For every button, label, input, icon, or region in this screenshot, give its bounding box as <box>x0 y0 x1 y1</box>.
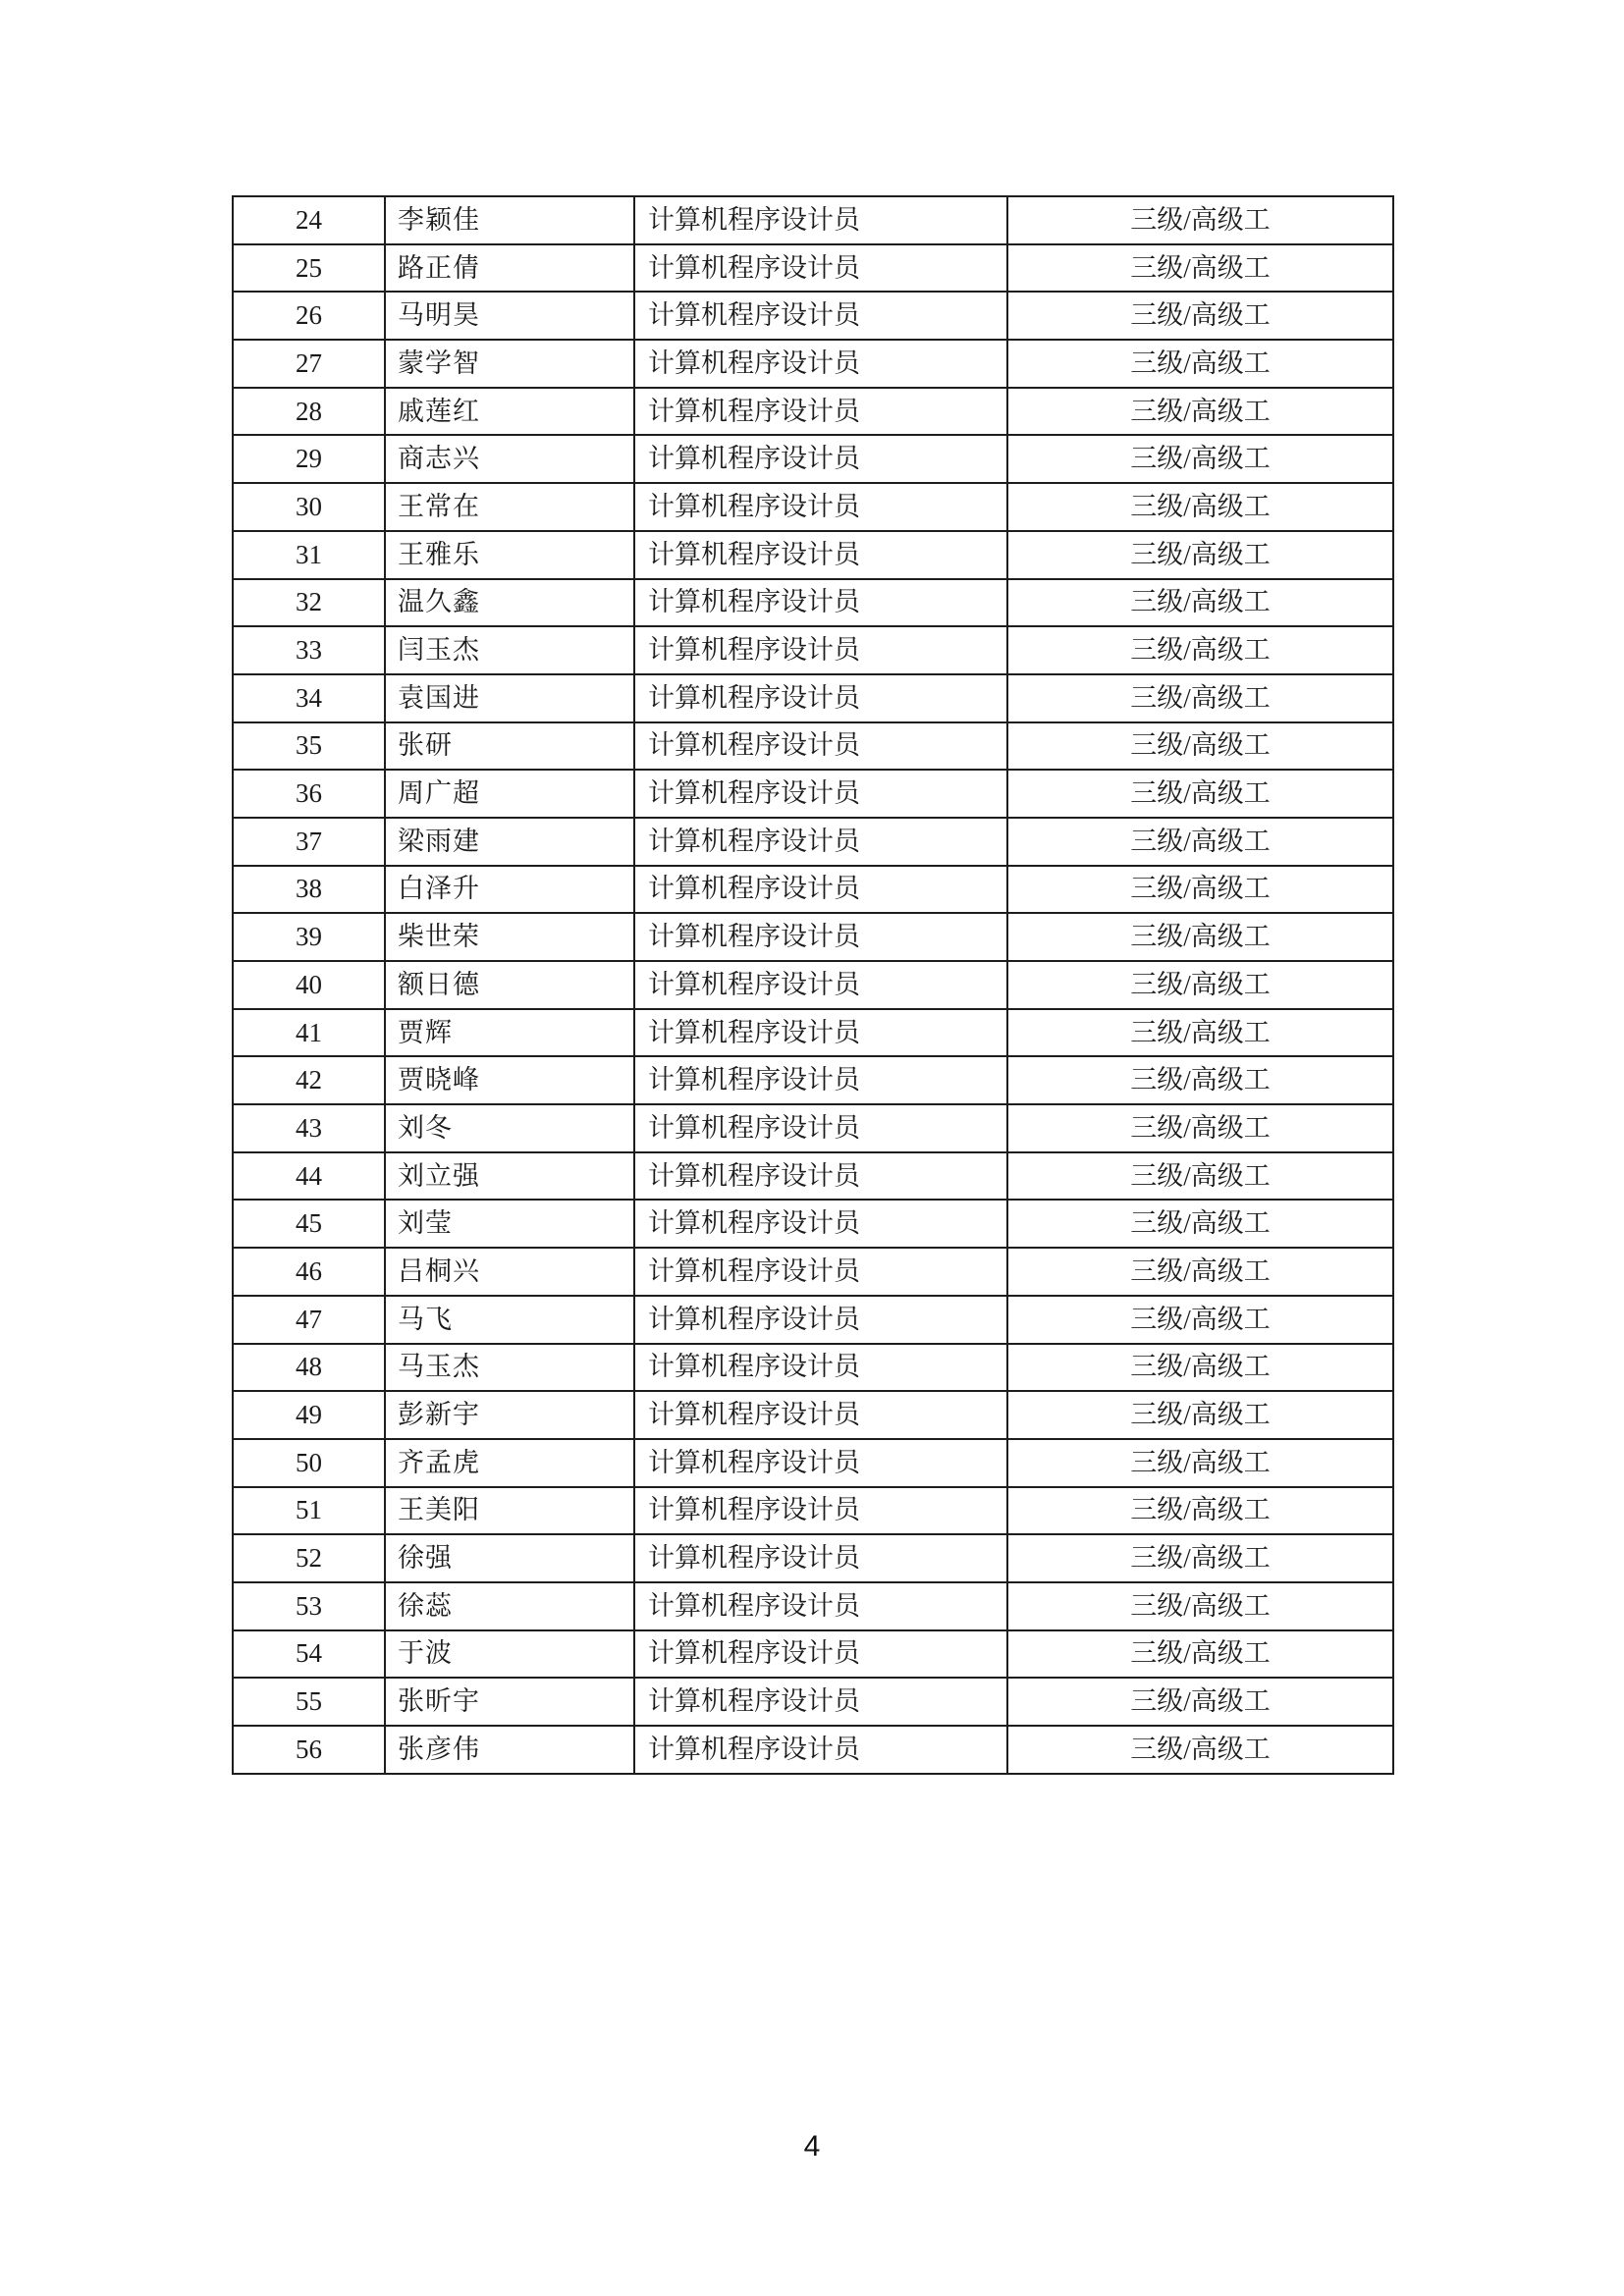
name-cell: 王常在 <box>385 483 634 531</box>
row-number-cell: 26 <box>233 292 385 340</box>
job-title-cell: 计算机程序设计员 <box>634 1248 1007 1296</box>
job-title-cell: 计算机程序设计员 <box>634 1104 1007 1152</box>
name-cell: 张彦伟 <box>385 1726 634 1774</box>
skill-level-cell: 三级/高级工 <box>1007 1200 1393 1248</box>
row-number-cell: 28 <box>233 388 385 436</box>
skill-level-cell: 三级/高级工 <box>1007 913 1393 961</box>
name-cell: 温久鑫 <box>385 579 634 627</box>
table-row <box>233 961 1393 1009</box>
row-number-cell: 24 <box>233 196 385 244</box>
row-number-cell: 46 <box>233 1248 385 1296</box>
name-cell: 蒙学智 <box>385 340 634 388</box>
skill-level-cell: 三级/高级工 <box>1007 1104 1393 1152</box>
row-number-cell: 36 <box>233 770 385 818</box>
row-number-cell: 49 <box>233 1391 385 1439</box>
job-title-cell: 计算机程序设计员 <box>634 196 1007 244</box>
skill-level-cell: 三级/高级工 <box>1007 674 1393 722</box>
name-cell: 戚莲红 <box>385 388 634 436</box>
table-row <box>233 866 1393 914</box>
skill-level-cell: 三级/高级工 <box>1007 1248 1393 1296</box>
name-cell: 李颖佳 <box>385 196 634 244</box>
table-row <box>233 579 1393 627</box>
job-title-cell: 计算机程序设计员 <box>634 674 1007 722</box>
table-row <box>233 674 1393 722</box>
name-cell: 袁国进 <box>385 674 634 722</box>
row-number-cell: 33 <box>233 626 385 674</box>
skill-level-cell: 三级/高级工 <box>1007 1056 1393 1104</box>
table-row <box>233 1248 1393 1296</box>
skill-level-cell: 三级/高级工 <box>1007 1630 1393 1679</box>
row-number-cell: 48 <box>233 1344 385 1392</box>
name-cell: 闫玉杰 <box>385 626 634 674</box>
name-cell: 徐蕊 <box>385 1582 634 1630</box>
row-number-cell: 30 <box>233 483 385 531</box>
name-cell: 马飞 <box>385 1296 634 1344</box>
table-row <box>233 340 1393 388</box>
skill-level-cell: 三级/高级工 <box>1007 1152 1393 1201</box>
table-row <box>233 1296 1393 1344</box>
row-number-cell: 53 <box>233 1582 385 1630</box>
job-title-cell: 计算机程序设计员 <box>634 1439 1007 1487</box>
skill-level-cell: 三级/高级工 <box>1007 483 1393 531</box>
job-title-cell: 计算机程序设计员 <box>634 1726 1007 1774</box>
name-cell: 张昕宇 <box>385 1678 634 1726</box>
name-cell: 彭新宇 <box>385 1391 634 1439</box>
skill-level-cell: 三级/高级工 <box>1007 1439 1393 1487</box>
table-row <box>233 196 1393 244</box>
row-number-cell: 50 <box>233 1439 385 1487</box>
table-row <box>233 1726 1393 1774</box>
job-title-cell: 计算机程序设计员 <box>634 435 1007 483</box>
row-number-cell: 56 <box>233 1726 385 1774</box>
skill-level-cell: 三级/高级工 <box>1007 1534 1393 1582</box>
row-number-cell: 27 <box>233 340 385 388</box>
skill-level-cell: 三级/高级工 <box>1007 1296 1393 1344</box>
name-cell: 王雅乐 <box>385 531 634 579</box>
roster-table <box>232 195 1394 1775</box>
row-number-cell: 31 <box>233 531 385 579</box>
name-cell: 马明昊 <box>385 292 634 340</box>
table-row <box>233 483 1393 531</box>
skill-level-cell: 三级/高级工 <box>1007 1726 1393 1774</box>
skill-level-cell: 三级/高级工 <box>1007 292 1393 340</box>
row-number-cell: 39 <box>233 913 385 961</box>
name-cell: 额日德 <box>385 961 634 1009</box>
row-number-cell: 42 <box>233 1056 385 1104</box>
table-row <box>233 435 1393 483</box>
skill-level-cell: 三级/高级工 <box>1007 722 1393 771</box>
row-number-cell: 38 <box>233 866 385 914</box>
table-row <box>233 1344 1393 1392</box>
row-number-cell: 32 <box>233 579 385 627</box>
table-row <box>233 1439 1393 1487</box>
table-row <box>233 626 1393 674</box>
name-cell: 刘立强 <box>385 1152 634 1201</box>
skill-level-cell: 三级/高级工 <box>1007 435 1393 483</box>
job-title-cell: 计算机程序设计员 <box>634 483 1007 531</box>
job-title-cell: 计算机程序设计员 <box>634 818 1007 866</box>
row-number-cell: 34 <box>233 674 385 722</box>
name-cell: 张研 <box>385 722 634 771</box>
table-row <box>233 292 1393 340</box>
name-cell: 刘莹 <box>385 1200 634 1248</box>
job-title-cell: 计算机程序设计员 <box>634 1487 1007 1535</box>
job-title-cell: 计算机程序设计员 <box>634 1056 1007 1104</box>
name-cell: 贾晓峰 <box>385 1056 634 1104</box>
page-number: 4 <box>803 2130 821 2163</box>
job-title-cell: 计算机程序设计员 <box>634 1200 1007 1248</box>
skill-level-cell: 三级/高级工 <box>1007 1391 1393 1439</box>
table-row <box>233 818 1393 866</box>
name-cell: 商志兴 <box>385 435 634 483</box>
name-cell: 贾辉 <box>385 1009 634 1057</box>
job-title-cell: 计算机程序设计员 <box>634 1391 1007 1439</box>
row-number-cell: 43 <box>233 1104 385 1152</box>
job-title-cell: 计算机程序设计员 <box>634 1534 1007 1582</box>
row-number-cell: 47 <box>233 1296 385 1344</box>
job-title-cell: 计算机程序设计员 <box>634 579 1007 627</box>
name-cell: 吕桐兴 <box>385 1248 634 1296</box>
name-cell: 于波 <box>385 1630 634 1679</box>
skill-level-cell: 三级/高级工 <box>1007 1487 1393 1535</box>
row-number-cell: 37 <box>233 818 385 866</box>
skill-level-cell: 三级/高级工 <box>1007 626 1393 674</box>
row-number-cell: 40 <box>233 961 385 1009</box>
job-title-cell: 计算机程序设计员 <box>634 1152 1007 1201</box>
job-title-cell: 计算机程序设计员 <box>634 1678 1007 1726</box>
table-row <box>233 722 1393 771</box>
skill-level-cell: 三级/高级工 <box>1007 340 1393 388</box>
skill-level-cell: 三级/高级工 <box>1007 1344 1393 1392</box>
table-row <box>233 531 1393 579</box>
table-row <box>233 244 1393 293</box>
skill-level-cell: 三级/高级工 <box>1007 531 1393 579</box>
table-row <box>233 1056 1393 1104</box>
table-row <box>233 388 1393 436</box>
skill-level-cell: 三级/高级工 <box>1007 196 1393 244</box>
row-number-cell: 45 <box>233 1200 385 1248</box>
job-title-cell: 计算机程序设计员 <box>634 1009 1007 1057</box>
job-title-cell: 计算机程序设计员 <box>634 1630 1007 1679</box>
skill-level-cell: 三级/高级工 <box>1007 770 1393 818</box>
skill-level-cell: 三级/高级工 <box>1007 818 1393 866</box>
skill-level-cell: 三级/高级工 <box>1007 1678 1393 1726</box>
table-row <box>233 1534 1393 1582</box>
name-cell: 周广超 <box>385 770 634 818</box>
name-cell: 刘冬 <box>385 1104 634 1152</box>
row-number-cell: 44 <box>233 1152 385 1201</box>
name-cell: 齐孟虎 <box>385 1439 634 1487</box>
table-row <box>233 913 1393 961</box>
name-cell: 马玉杰 <box>385 1344 634 1392</box>
job-title-cell: 计算机程序设计员 <box>634 340 1007 388</box>
row-number-cell: 52 <box>233 1534 385 1582</box>
table-row <box>233 1391 1393 1439</box>
skill-level-cell: 三级/高级工 <box>1007 961 1393 1009</box>
table-row <box>233 1104 1393 1152</box>
skill-level-cell: 三级/高级工 <box>1007 1582 1393 1630</box>
table-row <box>233 1009 1393 1057</box>
table-row <box>233 1487 1393 1535</box>
row-number-cell: 35 <box>233 722 385 771</box>
job-title-cell: 计算机程序设计员 <box>634 292 1007 340</box>
job-title-cell: 计算机程序设计员 <box>634 531 1007 579</box>
job-title-cell: 计算机程序设计员 <box>634 1296 1007 1344</box>
job-title-cell: 计算机程序设计员 <box>634 961 1007 1009</box>
table-row <box>233 1630 1393 1679</box>
table-row <box>233 1582 1393 1630</box>
table-row <box>233 1200 1393 1248</box>
row-number-cell: 29 <box>233 435 385 483</box>
name-cell: 路正倩 <box>385 244 634 293</box>
skill-level-cell: 三级/高级工 <box>1007 866 1393 914</box>
job-title-cell: 计算机程序设计员 <box>634 388 1007 436</box>
job-title-cell: 计算机程序设计员 <box>634 244 1007 293</box>
job-title-cell: 计算机程序设计员 <box>634 626 1007 674</box>
skill-level-cell: 三级/高级工 <box>1007 388 1393 436</box>
row-number-cell: 51 <box>233 1487 385 1535</box>
job-title-cell: 计算机程序设计员 <box>634 722 1007 771</box>
table-row <box>233 1152 1393 1201</box>
row-number-cell: 54 <box>233 1630 385 1679</box>
skill-level-cell: 三级/高级工 <box>1007 1009 1393 1057</box>
job-title-cell: 计算机程序设计员 <box>634 1582 1007 1630</box>
row-number-cell: 55 <box>233 1678 385 1726</box>
job-title-cell: 计算机程序设计员 <box>634 1344 1007 1392</box>
job-title-cell: 计算机程序设计员 <box>634 770 1007 818</box>
table-row <box>233 1678 1393 1726</box>
name-cell: 王美阳 <box>385 1487 634 1535</box>
job-title-cell: 计算机程序设计员 <box>634 913 1007 961</box>
skill-level-cell: 三级/高级工 <box>1007 244 1393 293</box>
name-cell: 徐强 <box>385 1534 634 1582</box>
skill-level-cell: 三级/高级工 <box>1007 579 1393 627</box>
name-cell: 梁雨建 <box>385 818 634 866</box>
job-title-cell: 计算机程序设计员 <box>634 866 1007 914</box>
table-row <box>233 770 1393 818</box>
row-number-cell: 25 <box>233 244 385 293</box>
name-cell: 白泽升 <box>385 866 634 914</box>
row-number-cell: 41 <box>233 1009 385 1057</box>
name-cell: 柴世荣 <box>385 913 634 961</box>
